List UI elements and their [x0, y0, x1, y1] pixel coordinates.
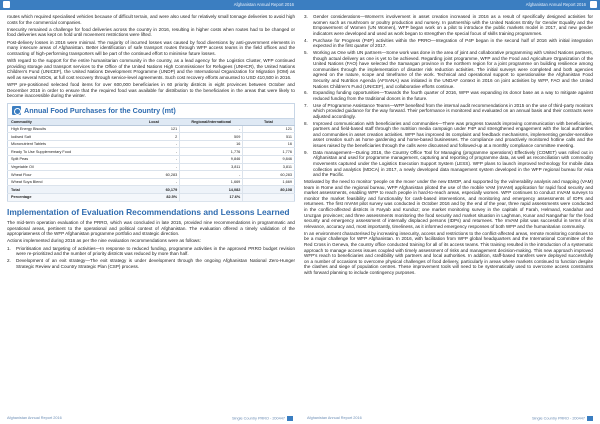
regional-cell: 16 — [180, 140, 243, 148]
regional-cell: - — [180, 171, 243, 179]
footer-right: Single Country PRRO - 200447 — [532, 416, 585, 421]
page-number-marker — [587, 416, 593, 421]
list-text: Purchase for Progress (P4P) activities within the PRRO—Integration of P4P began in the second half of 2016 with initial integration expected in the first quarter of 2017. — [313, 37, 593, 49]
grand-total: 80,108 — [243, 186, 295, 194]
regional-cell: - — [180, 125, 243, 133]
commodity-cell: High Energy Biscuits — [8, 125, 129, 133]
regional-cell: 1,776 — [180, 148, 243, 156]
table-row — [8, 178, 295, 186]
list-text: Data management—During 2016, the Country Office Tool for Managing (programme operations) Effectively (COMET) was rolled out in Afghanistan and used for programme management, capturing and reporting of programme data, as well as reconciliation with commodity movements captured under the Logistics Execution Support System (LESS). WFP plans to launch improved technology for mobile data collection and analytics (MDCA) in 2017, a newly developed data management system developed in the WFP regional bureau for Asia and the Pacific. — [313, 149, 593, 178]
percentage-label: Percentage — [8, 194, 129, 202]
list-number: 4. — [304, 37, 308, 43]
list-number: 9. — [304, 149, 308, 155]
total-cell: 1,669 — [243, 178, 295, 186]
table-row — [8, 163, 295, 171]
commodity-cell: Vegetable Oil — [8, 163, 129, 171]
table-row — [8, 148, 295, 156]
footer-left: Afghanistan Annual Report 2016 — [307, 416, 362, 420]
column-header: Commodity — [8, 118, 129, 125]
header-title: Afghanistan Annual Report 2016 — [525, 1, 586, 7]
local-cell: - — [128, 156, 180, 164]
total-cell: 16 — [243, 140, 295, 148]
table-header-box — [7, 103, 295, 118]
paragraph: Insecurity remained a challenge for food deliveries across the country in 2016, resulting in higher costs when routes had to be changed or food deliveries was kept on hold until movement restrictions were lifted. — [7, 26, 295, 38]
header-bar — [300, 0, 600, 10]
local-total: 60,179 — [128, 186, 180, 194]
right-content — [304, 14, 593, 277]
right-page — [300, 0, 600, 424]
list-number: 7. — [304, 102, 308, 108]
total-cell: 3,811 — [243, 163, 295, 171]
commodity-cell: Split Peas — [8, 156, 129, 164]
total-cell: 1,776 — [243, 148, 295, 156]
food-purchase-icon — [12, 106, 21, 115]
regional-percentage: 17.6% — [180, 194, 243, 202]
list-number: 8. — [304, 120, 308, 126]
regional-cell: 1,669 — [180, 178, 243, 186]
recommendations-list — [7, 246, 295, 270]
column-header: Regional/International — [180, 118, 243, 125]
list-item — [7, 246, 295, 257]
footer — [307, 416, 593, 421]
list-item — [7, 258, 295, 269]
total-cell: 121 — [243, 125, 295, 133]
table-title: Annual Food Purchases for the Country (mt) — [24, 106, 176, 116]
list-text: Prioritisation and targeting of activities—In response to reduced funding, programme activities in the approved PRRO budget revision were re-prioritized and the number of priority districts was reduced by more than half. — [16, 245, 295, 257]
local-cell: - — [128, 148, 180, 156]
total-percentage — [243, 194, 295, 202]
total-cell: 511 — [243, 133, 295, 141]
local-cell: 121 — [128, 125, 180, 133]
wfp-logo-icon — [590, 1, 597, 8]
recommendations-list — [304, 14, 593, 178]
local-cell: - — [128, 140, 180, 148]
list-item — [304, 121, 593, 149]
list-text: Gender considerations—Women's involvement in asset creation increased in 2016 as a result of specifically designed activities for women such as mushroom or poultry production and nursery. In partnership with the United Nations Entity for Gender Equality and the Empowerment of Women (UN Women), WFP began work on a pilot to introduce the public markets model in 2017, and new gender indicators were developed and used as work began to strengthen the special focus of skills training programmes. — [313, 14, 593, 36]
local-percentage: 82.5% — [128, 194, 180, 202]
paragraph: WFP pre-positioned selected food items for over 600,000 beneficiaries in 60 priority districts in eight provinces between October and December 2016 in order to ensure that the required food was available for distribution to the beneficiaries in the areas that were likely to become inaccessible during the winter. — [7, 81, 295, 99]
table-row — [8, 140, 295, 148]
table-row — [8, 156, 295, 164]
list-number: 3. — [304, 14, 308, 19]
commodity-cell: Wheat Soya Blend — [8, 178, 129, 186]
total-cell: 9,846 — [243, 156, 295, 164]
table-total-row — [8, 186, 295, 194]
regional-cell: 3,811 — [180, 163, 243, 171]
left-content — [7, 14, 295, 270]
footer-left: Afghanistan Annual Report 2016 — [7, 416, 62, 420]
list-text: Use of Programme Assistance Teams—WFP benefited from the internal audit recommendations in 2015 on the use of third-party monitors which provided guidance for the way forward. Their performance is monitored and evaluated on an annual basis and their contracts were adjusted accordingly. — [313, 102, 593, 119]
commodity-cell: Micronutrient Tablets — [8, 140, 129, 148]
footer-right: Single Country PRRO - 200447 — [232, 416, 285, 421]
list-text: Expanding funding opportunities—Towards the fourth quarter of 2016, WFP was expanding its donor base as a way to mitigate against reduced funding from the traditional donors in the future. — [313, 90, 593, 101]
list-item — [304, 14, 593, 36]
local-cell: 2 — [128, 133, 180, 141]
table-row — [8, 133, 295, 141]
local-cell: 60,283 — [128, 171, 180, 179]
list-number: 5. — [304, 49, 308, 55]
commodity-cell: Iodised Salt — [8, 133, 129, 141]
list-item — [304, 150, 593, 178]
paragraph: routes which required specialised vehicles because of difficult terrain, and were also used for relatively small tonnage deliveries to avoid high costs for the commercial companies. — [7, 14, 295, 25]
column-header: Local — [128, 118, 180, 125]
list-item — [304, 50, 593, 89]
list-number: 2. — [7, 257, 11, 263]
page-number-marker — [287, 416, 293, 421]
paragraph: Motivated by the need to monitor 'people on the move' under the new EMOP, and supported by the vulnerability analysis and mapping (VAM) team in Rome and the regional bureau, WFP Afghanistan piloted the use of the mobile VAM (mVAM) application for rapid food security and market assessments, enabling WFP to reach people in hard-to-reach areas, especially women. WFP continues to conduct mVAM surveys to monitor the market feasibility and functionality for cash-based interventions, and monitoring and emergency assessments of IDPs and returnees. The first mVAM pilot survey was conducted in October 2016 and by the end of the year, three rapid assessments were conducted in the conflict-affected districts in Faryab and Kunduz; one market monitoring survey in the capitals of Farah, Helmand, Kandahar and Uruzgan provinces; and three assessments monitoring the food security and market situation in Laghman, Kunar and Nangarhar for the food security and emergency assessment of internally displaced persons (IDPs) and returnees. The mVAM pilot was successful in terms of its relevance, accuracy and, most importantly, timeliness, as it informed emergency responses of both WFP and the humanitarian community. — [304, 178, 593, 229]
paragraph: Post-delivery losses in 2016 were minimal. The majority of incurred losses was caused by food diversions by anti-government elements in many insecure areas of Afghanistan. Better identification of safe transport routes through WFP access teams in the field offices and the contracting of high-performing transporters will be part of the continued effort to minimise future losses. — [7, 39, 295, 56]
wfp-logo-icon — [3, 1, 10, 8]
total-cell: 60,283 — [243, 171, 295, 179]
list-text: Working as One with UN partners—Some work was done in the area of joint and collaborative programming with United Nations partners, though actual delivery as one is yet to be achieved. Regarding joint programme, WFP and the Food and Agriculture Organization of the United Nations (FAO) have selected the Samangan province in the northern region for a joint programme on building resilience among communities through the implementation of disaster risk reduction activities. The initial surveys were completed and both agencies agreed on the nature, scope and timeframe of the work. Technical and operational support to operationalise the Afghanistan Food Security and Nutrition Agenda (AFSANA) was initiated in the UNDAF context in 2016 on joint activities by WFP, FAO and the United Nations Children's Fund (UNICEF), and collaborative efforts continue. — [313, 49, 593, 89]
list-item — [304, 90, 593, 101]
regional-cell: 9,846 — [180, 156, 243, 164]
paragraph: In an environment characterised by increasing insecurity, access and restrictions to the conflict-affected areas, remote monitoring continues to be a major challenge for WFP Afghanistan. In 2016, with facilitation from WFP global headquarters and the International Committee of the Red Cross in Geneva, the country office conducted training for all of its access teams. This training resulted in the introduction of a systematic approach to manage access issues coupled with timely assessment of risks and management decision-making. This new approach improved WFP's reach to beneficiaries and credibility with partners and local authorities. In addition, staff-based transfers were deployed successfully on a number of occasions to overcome physical challenges of food delivery, particularly in areas where markets continued to function despite the clashes and siege of population centres. These improvement tools will need to be systematically used to overcome access constraints with forward planning to include contingency purposes. — [304, 230, 593, 276]
commodity-cell: Ready To Use Supplementary Food — [8, 148, 129, 156]
section-heading: Implementation of Evaluation Recommendations and Lessons Learned — [7, 206, 290, 217]
list-item — [304, 103, 593, 120]
commodity-cell: Wheat Flour — [8, 171, 129, 179]
food-purchases-table — [7, 118, 295, 202]
list-text: Development of an exit strategy—The exit strategy is under development through the ongoing Afghanistan National Zero-Hunger Strategic Review and Country Strategic Plan (CSP) process. — [16, 257, 295, 269]
footer — [7, 416, 293, 421]
table-percentage-row — [8, 194, 295, 202]
list-number: 6. — [304, 90, 308, 96]
regional-total: 14,082 — [180, 186, 243, 194]
total-label: Total — [8, 186, 129, 194]
header-bar — [0, 0, 300, 10]
local-cell: - — [128, 178, 180, 186]
list-text: Improved communication with beneficiaries and communities—There was progress towards improving communication with beneficiaries, partners and field-based staff through the nutrition media campaign under P4P and strengthened engagement with the local authorities and communities in asset creation activities. WFP has improved its complaint and feedback mechanisms, implementing gender-sensitive asset creation such as home gardening and home-based businesses. The compliance and proactively monitored hotline calls and the issues raised by the beneficiaries through the calls were discussed and followed-up at a monthly compliance committee meeting. — [313, 120, 593, 148]
table-row — [8, 171, 295, 179]
column-header: Total — [243, 118, 295, 125]
paragraph: The mid-term operation evaluation of the PRRO, which was concluded in late 2015, provided nine recommendations in programmatic and operational areas, pertinent to the operational and political context of Afghanistan. The evaluation offered a timely validation of the appropriateness of the WFP Afghanistan programme portfolio and strategic direction. — [7, 220, 295, 237]
table-header-row — [8, 118, 295, 125]
header-title: Afghanistan Annual Report 2016 — [233, 1, 294, 7]
list-number: 1. — [7, 245, 11, 251]
paragraph: With regard to the support for the entire humanitarian community in the country, as a lead agency for the Logistics Cluster, WFP continued providing storage and transport services to the Office of the United Nations High Commissioner for Refugees (UNHCR), the United Nations Children's Fund (UNICEF), the United Nations Development Programme (UNDP) and the International Organization for Migration (IOM) as well as several NGOs, at full cost recovery through service-level agreements. Such cost recovery efforts amounted to USD 410,500 in 2016. — [7, 57, 295, 80]
paragraph: Actions implemented during 2016 as per the nine evaluation recommendations were as follows: — [7, 238, 201, 244]
local-cell: - — [128, 163, 180, 171]
list-item — [304, 38, 593, 49]
table-row — [8, 125, 295, 133]
regional-cell: 509 — [180, 133, 243, 141]
